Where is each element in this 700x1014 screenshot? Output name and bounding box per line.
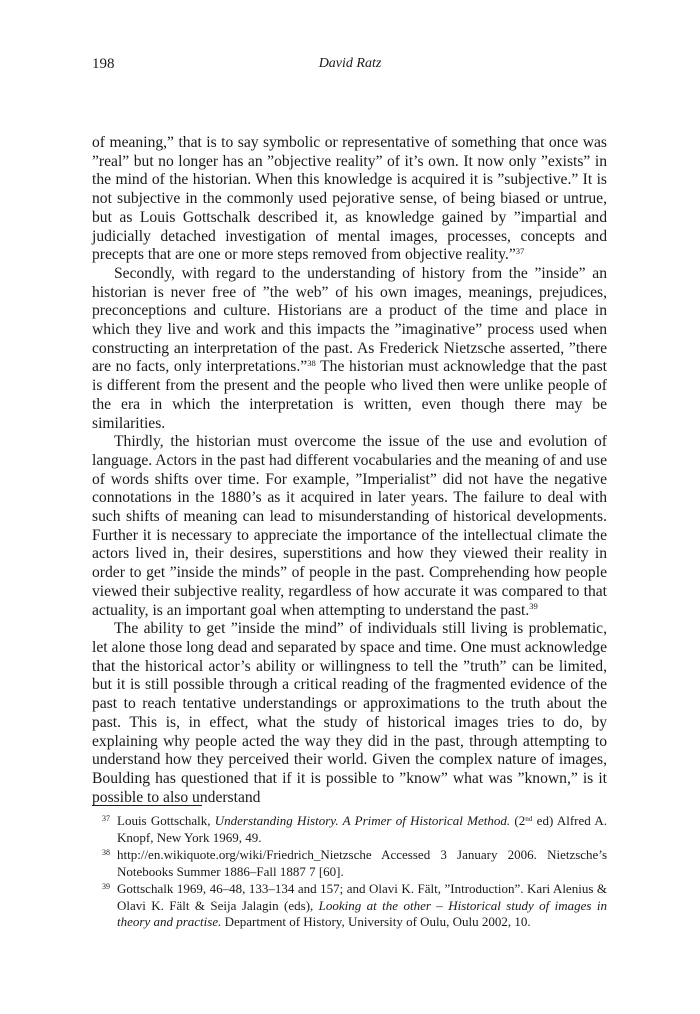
footnote-39 bbox=[92, 881, 607, 932]
footnote-38 bbox=[92, 847, 607, 881]
footnote-ref-37[interactable]: 37 bbox=[515, 246, 525, 257]
paragraph-2 bbox=[92, 265, 607, 433]
footnote-38-number: 38 bbox=[102, 847, 110, 857]
body-text bbox=[92, 134, 607, 807]
paragraph-3 bbox=[92, 433, 607, 620]
paragraph-4 bbox=[92, 620, 607, 807]
page-number: 198 bbox=[92, 56, 115, 72]
footnote-37-post: ed) Alfred A. Knopf, New York 1969, 49. bbox=[117, 813, 607, 845]
footnote-37 bbox=[92, 813, 607, 847]
paragraph-1 bbox=[92, 134, 607, 265]
running-head-author: David Ratz bbox=[318, 56, 382, 71]
paragraph-3-text: Thirdly, the historian must overcome the issue of the use and evolution of language. Actors in the past had different vocabularies and the meaning of and use of words shifts over time. For example, ”Imperialist” did not have the negative connotations in the 1880’s as it acquired in later years. The failure to deal with such shifts of meaning can lead to misunderstanding of historical developments. Further it is necessary to appreciate the importance of the intellectual climate the actors lived in, their desires, superstitions and how they viewed their reality in order to get ”inside the minds” of people in the past. Comprehending how people viewed their subjective reality, regardless of how accurate it was compared to that actuality, is an important goal when attempting to understand the past. bbox=[92, 433, 607, 619]
paragraph-1-text: of meaning,” that is to say symbolic or representative of something that once was ”real” but no longer has an ”objective reality” of it’s own. It now only ”exists” in the mind of the historian. When this knowledge is acquired it is ”subjective.” It is not subjective in the commonly used pejorative sense, of being biased or untrue, but as Louis Gottschalk described it, as knowledge gained by ”impartial and judicially detached investigation of mental images, processes, concepts and precepts that are one or more steps removed from objective reality.” bbox=[92, 134, 607, 264]
footnote-39-pre: Gottschalk 1969, 46–48, 133–134 and 157; and Olavi K. Fält, ”Introduction”. Kari Alenius & Olavi K. Fält & Seija Jalagin (eds), bbox=[117, 880, 607, 913]
footnote-37-ordinal: nd bbox=[525, 814, 533, 823]
footnote-37-title: Understanding History. A Primer of Historical Method. bbox=[214, 813, 511, 828]
footnote-39-number: 39 bbox=[102, 881, 110, 891]
footnote-39-title: Looking at the other – Historical study of images in theory and practise. bbox=[117, 897, 607, 930]
footnote-divider bbox=[92, 805, 202, 806]
footnote-ref-39[interactable]: 39 bbox=[529, 601, 538, 612]
footnote-39-post: Department of History, University of Oulu, Oulu 2002, 10. bbox=[221, 914, 531, 930]
footnote-38-text: http://en.wikiquote.org/wiki/Friedrich_Nietzsche Accessed 3 January 2006. Nietzsche’s Notebooks Summer 1886–Fall 1887 7 [60]. bbox=[117, 846, 607, 879]
paragraph-2-text-b: The historian must acknowledge that the past is different from the present and the people who lived then were unlike people of the era in which the interpretation is written, even though there may be similarities. bbox=[92, 358, 607, 432]
footnotes bbox=[92, 813, 607, 931]
footnote-37-mid: (2 bbox=[510, 813, 526, 828]
paragraph-2-text-a: Secondly, with regard to the understanding of history from the ”inside” an historian is never free of ”the web” of his own images, meanings, prejudices, preconceptions and culture. Historians are a product of the time and place in which they live and work and this impacts the ”imaginative” process used when constructing an interpretation of the past. As Frederick Nietzsche asserted, ”there are no facts, only interpretations.” bbox=[92, 264, 607, 376]
footnote-37-pre: Louis Gottschalk, bbox=[117, 813, 215, 828]
footnote-37-number: 37 bbox=[102, 814, 110, 823]
paragraph-4-text: The ability to get ”inside the mind” of individuals still living is problematic, let alone those long dead and separated by space and time. One must acknowledge that the historical actor’s ability or willingness to tell the ”truth” can be limited, but it is still possible through a critical reading of the fragmented evidence of the past to reach tentative understandings or approximations to the truth about the past. This is, in effect, what the study of historical images tries to do, by explaining why people acted the way they did in the past, through attempting to understand how they perceived their world. Given the complex nature of images, Boulding has questioned that if it is possible to ”know” what was ”known,” is it possible to also understand bbox=[92, 620, 607, 806]
footnote-ref-38[interactable]: 38 bbox=[307, 358, 316, 369]
